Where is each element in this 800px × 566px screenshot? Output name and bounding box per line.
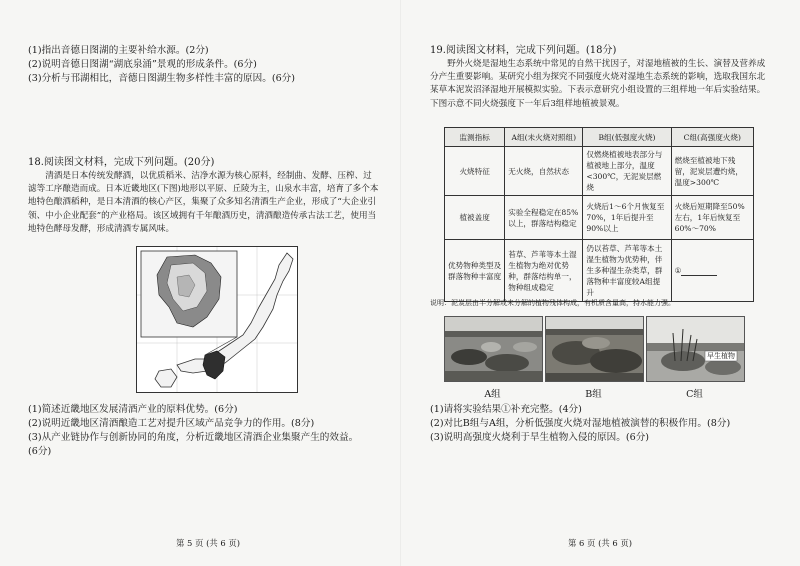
table-row xyxy=(445,240,754,302)
q18-heading: 18.阅读图文材料，完成下列问题。(20分) xyxy=(28,157,215,168)
wetland-photo-c xyxy=(647,317,744,381)
question-line: (6分) xyxy=(28,446,52,457)
table-cell: 苔草、芦苇等本土湿生植物为绝对优势种，群落结构单一，物种组成稳定 xyxy=(505,240,583,302)
page-footer: 第 5 页 (共 6 页) xyxy=(176,538,241,548)
table-header: A组(未火烧对照组) xyxy=(505,128,583,147)
table-cell: 火烧后1～6个月恢复至70%，1年后提升至90%以上 xyxy=(583,196,671,240)
answer-blank xyxy=(681,266,717,276)
table-row xyxy=(445,147,754,196)
table-row xyxy=(445,196,754,240)
question-line: (3)从产业链协作与创新协同的角度，分析近畿地区清酒企业集聚产生的效益。 xyxy=(28,432,359,443)
row-label: 火烧特征 xyxy=(445,147,505,196)
q18-paragraph: 清酒是日本传统发酵酒，以优质稻米、洁净水源为核心原料，经制曲、发酵、压榨、过滤等工序酿造而成。日本近畿地区(下图)地形以平原、丘陵为主，山泉水丰富，培育了多个本地特色酿酒稻种，是日本清酒的核心产区，集聚了众多知名清酒生产企业，形成了“大企业引领、中小企业配套”的产业格局。该区域拥有千年酿酒历史，清酒酿造传承古法工艺，使用当地特色酵母发酵，形成清酒专属风味。 xyxy=(28,171,379,234)
table-header: B组(低强度火烧) xyxy=(583,128,671,147)
question-line: (3)分析与邗湖相比，音德日图湖生物多样性丰富的原因。(6分) xyxy=(28,73,296,84)
question-line: (1)指出音德日图湖的主要补给水源。(2分) xyxy=(28,45,209,56)
question-line: (2)对比B组与A组，分析低强度火烧对湿地植被演替的积极作用。(8分) xyxy=(430,418,731,429)
table-cell: 火烧后短期降至50%左右，1年后恢复至60%～70% xyxy=(671,196,753,240)
photo-label: 早生植物 xyxy=(707,352,735,360)
table-cell: 实验全程稳定在85%以上，群落结构稳定 xyxy=(505,196,583,240)
question-line: (1)简述近畿地区发展清酒产业的原料优势。(6分) xyxy=(28,404,238,415)
photo-group-b xyxy=(545,316,644,382)
answer-blank-cell xyxy=(671,240,753,302)
table-cell: 燃烧至植被地下残留，泥炭层遭灼烧，温度>300℃ xyxy=(671,147,753,196)
question-line: (1)请将实验结果①补充完整。(4分) xyxy=(430,404,582,415)
page-footer: 第 6 页 (共 6 页) xyxy=(568,538,633,548)
photo-group-a xyxy=(444,316,543,382)
photo-caption: C组 xyxy=(686,389,703,400)
wetland-photo-b xyxy=(546,317,643,381)
table-header: C组(高强度火烧) xyxy=(671,128,753,147)
kinki-map xyxy=(136,246,298,393)
table-cell: 仅燃烧植被地表部分与植被地上部分，温度<300℃，无泥炭层燃烧 xyxy=(583,147,671,196)
photo-caption: B组 xyxy=(585,389,602,400)
table-header-row xyxy=(445,128,754,147)
table-cell: 无火烧，自然状态 xyxy=(505,147,583,196)
question-line: (2)说明音德日图湖“湖底泉涌”景观的形成条件。(6分) xyxy=(28,59,257,70)
row-label: 优势物种类型及群落物种丰富度 xyxy=(445,240,505,302)
table-note: 说明：泥炭层由半分解或未分解的植物残体构成，有机质含量高，持水能力强。 xyxy=(430,299,675,307)
wetland-photo-a xyxy=(445,317,542,381)
q19-heading: 19.阅读图文材料，完成下列问题。(18分) xyxy=(430,45,617,56)
table-cell: 仍以苔草、芦苇等本土湿生植物为优势种，伴生多种湿生杂类草，群落物种丰富度较A组提升 xyxy=(583,240,671,302)
row-label: 植被盖度 xyxy=(445,196,505,240)
question-line: (3)说明高强度火烧利于旱生植物入侵的原因。(6分) xyxy=(430,432,650,443)
blank-marker: ① xyxy=(674,266,682,275)
page-fold xyxy=(400,0,401,566)
photo-caption: A组 xyxy=(484,389,501,400)
photo-group-c xyxy=(646,316,745,382)
table-header: 监测指标 xyxy=(445,128,505,147)
experiment-table xyxy=(444,127,754,302)
question-line: (2)说明近畿地区清酒酿造工艺对提升区域产品竞争力的作用。(8分) xyxy=(28,418,315,429)
q19-paragraph: 野外火烧是湿地生态系统中常见的自然干扰因子，对湿地植被的生长、演替及营养成分产生重要影响。某研究小组为探究不同强度火烧对湿地生态系统的影响，选取我国东北某草本泥炭沼泽湿地开展模拟实验。下表示意研究小组设置的三组样地一年后实验结果。下图示意不同火烧强度下一年后3组样地植被景观。 xyxy=(430,59,766,109)
